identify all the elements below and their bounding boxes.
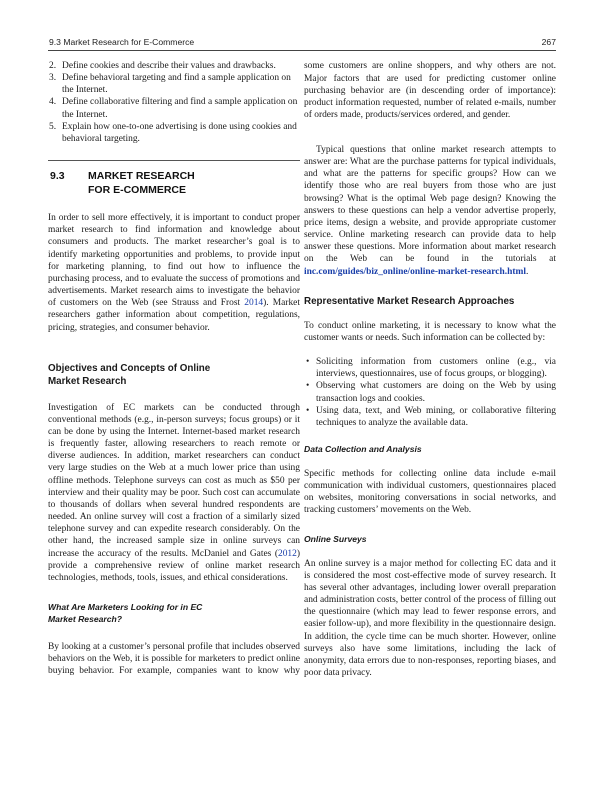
section-heading <box>48 169 300 197</box>
intro-paragraph: In order to sell more effectively, it is important to conduct proper market research to find information and knowledge about consumers and products. The market researcher’s goal is to identify marketing opportunities and problems, to provide input for marketing planning, to find out how to influence the purchasing process, and to evaluate the success of promotions and advertisements. Market research aims to investigate the behavior of customers on the Web (see Strauss and Frost 2014). Market researchers gather information about competition, regulations, pricing, strategies, and consumer behavior. <box>48 213 300 333</box>
list-item: • Soliciting information from customers online (e.g., via interviews, questionnaires, use of focus groups, or blogging). <box>306 357 556 380</box>
data-collection-heading: Data Collection and Analysis <box>304 443 422 454</box>
section-divider <box>48 160 300 161</box>
looking-for-heading: What Are Marketers Looking for in EC Market Research? <box>48 602 203 624</box>
objectives-paragraph: Investigation of EC markets can be conducted through conventional methods (e.g., in-person surveys; focus groups) or it can be done by using the Internet. Internet-based market research is frequently faster, allowing researchers to reach remote or diverse audiences. In addition, market researchers can conduct very large studies on the Web at a much lower price than using offline methods. Telephone surveys can cost as much as $50 per interview and their quality may be poor. Such cost can accumulate to thousands of dollars when several hundred respondents are needed. An online survey will cost a fraction of a similarly sized telephone survey and can expedite research considerably. On the other hand, the increased sample size in online surveys can increase the accuracy of the results. McDaniel and Gates (2012) provide a comprehensive review of online market research technologies, methods, tools, issues, and ethical considerations. <box>48 402 300 583</box>
review-question: 4. Define collaborative filtering and find a sample application on the Internet. <box>49 97 298 120</box>
approaches-intro: To conduct online marketing, it is necessary to know what the customer wants or needs. Such information can be collected by: <box>304 320 556 343</box>
looking-for-paragraph-start: By looking at a customer’s personal profile that includes observed behaviors on the Web, it is possible for marketers to predict online buying behavior. For example, companies want to know why <box>48 642 300 677</box>
looking-for-paragraph-continued: some customers are online shoppers, and why others are not. Major factors that are used for predicting customer online purchasing behavior are (in descending order of importance): product information requested, number of related e-mails, number of orders made, products/services ordered, and gender. <box>304 61 556 121</box>
right-column <box>304 60 556 679</box>
online-surveys-paragraph: An online survey is a major method for collecting EC data and it is considered the most cost-effective mode of survey research. It has several other advantages, including lower overall preparation and administration costs, better control of the process of filling out the questionnaire (which may lead to fewer response errors, and easier follow-up), and more flexibility in the questionnaire design. In addition, the cycle time can be much shorter. However, online surveys also have some limitations, including the lack of anonymity, data errors due to non-responses, reporting biases, and poor data privacy. <box>304 558 556 678</box>
list-item: • Observing what customers are doing on the Web by using transaction logs and cookies. <box>306 381 556 404</box>
citation-link[interactable]: 2012 <box>277 548 297 559</box>
left-column <box>48 60 300 677</box>
review-questions-list <box>48 60 300 145</box>
tutorial-link[interactable]: inc.com/guides/biz_online/online-market-research.html <box>304 266 526 277</box>
data-collection-paragraph: Specific methods for collecting online data include e-mail communication with individual customers, questionnaires placed on websites, monitoring conversations in social networks, and tracking customers’ movements on the Web. <box>304 468 556 516</box>
running-head <box>48 34 556 51</box>
section-number: 9.3 <box>50 170 65 183</box>
review-question: 3. Define behavioral targeting and find a sample application on the Internet. <box>49 73 291 96</box>
page-number: 267 <box>541 37 556 47</box>
section-title-line2: FOR E-COMMERCE <box>88 184 186 197</box>
section-title-line1: MARKET RESEARCH <box>88 170 195 183</box>
citation-link[interactable]: 2014 <box>244 298 264 309</box>
approaches-heading: Representative Market Research Approaches <box>304 295 515 307</box>
list-item: • Using data, text, and Web mining, or collaborative filtering techniques to analyze the available data. <box>306 405 556 428</box>
review-question: 2. Define cookies and describe their values and drawbacks. <box>49 61 276 71</box>
online-surveys-heading: Online Surveys <box>304 533 367 544</box>
review-question: 5. Explain how one-to-one advertising is done using cookies and behavioral targeting. <box>49 121 297 144</box>
objectives-heading: Objectives and Concepts of Online Market Research <box>48 362 211 387</box>
typical-questions-paragraph: Typical questions that online market research attempts to answer are: What are the purchase patterns for typical individuals, and what are the patterns for specific groups? How can we identify those who are real buyers from those who are just browsing? What is the optimal Web page design? Knowing the answers to these questions can help a vendor advertise properly, price items, design a website, and provide appropriate customer service. Online marketing research can provide data to help answer these questions. More information about market research on the Web can be found in the tutorials at inc.com/guides/biz_online/online-market-research.html. <box>304 145 556 277</box>
approaches-list <box>304 356 556 429</box>
running-head-section: 9.3 Market Research for E-Commerce <box>49 37 195 47</box>
